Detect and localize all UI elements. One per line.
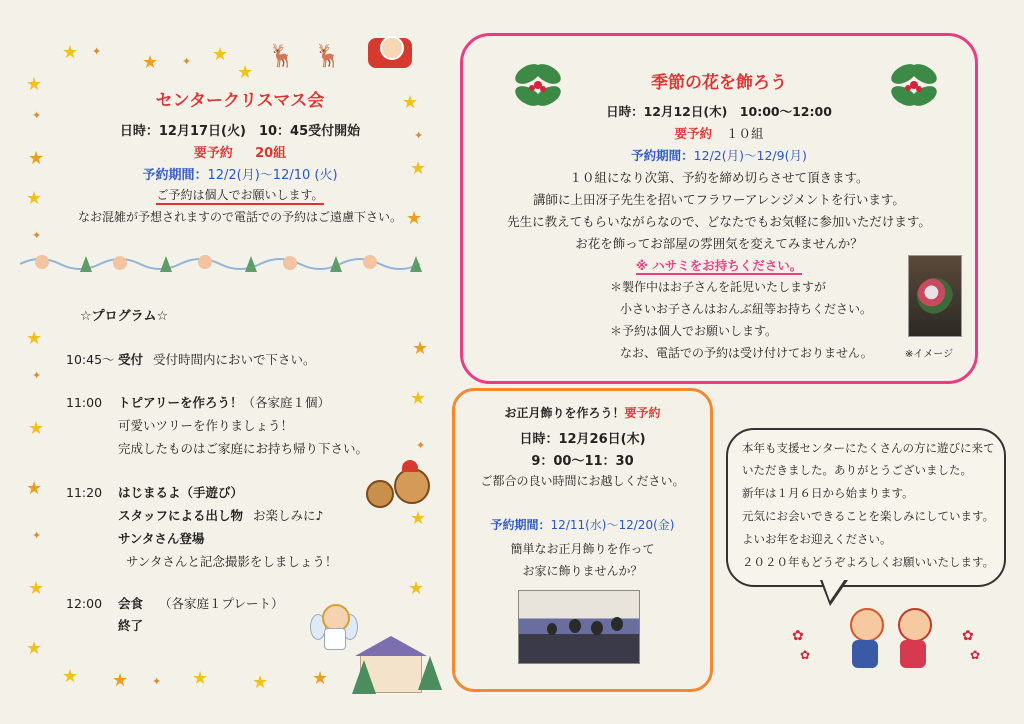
garland-decoration xyxy=(20,252,435,276)
star-icon: ★ xyxy=(312,668,329,689)
star-icon: ★ xyxy=(26,74,43,95)
reservation-label: 要予約 xyxy=(193,146,233,161)
star-icon: ✦ xyxy=(182,55,192,68)
kimono-children-illustration xyxy=(840,600,950,680)
star-icon: ★ xyxy=(408,578,425,599)
flower-arrangement-photo xyxy=(908,255,962,337)
flower-note: ＊製作中はお子さんを託児いたしますが xyxy=(610,280,827,294)
program-item-detail: 可愛いツリーを作りましょう！ xyxy=(118,418,294,433)
program-item-detail: 終了 xyxy=(118,618,144,633)
star-icon: ★ xyxy=(26,328,43,349)
santa-sleigh-illustration: 🦌 🦌 xyxy=(268,36,423,76)
message-line: よいお年をお迎えください。 xyxy=(742,532,892,546)
newyear-period: 予約期間：12/11(水)～12/20(金) xyxy=(490,518,675,532)
flower-description: 講師に上田冴子先生を招いてフラワーアレンジメントを行います。 xyxy=(533,192,905,207)
program-item: 11:00 トピアリーを作ろう！（各家庭１個） xyxy=(66,395,331,410)
christmas-reservation xyxy=(40,142,440,161)
flower-date: 日時：12月12日(木) 10:00～12:00 xyxy=(606,104,832,119)
star-icon: ★ xyxy=(26,478,43,499)
star-icon: ✦ xyxy=(416,439,426,452)
newyear-description: 簡単なお正月飾りを作って xyxy=(510,542,655,556)
flower-note: ＊予約は個人でお願いします。 xyxy=(610,324,778,338)
christmas-note-individual: ご予約は個人でお願いします。 xyxy=(40,186,440,203)
star-icon: ✦ xyxy=(32,369,42,382)
message-line: 新年は１月６日から始まります。 xyxy=(742,486,914,500)
flower-description: お花を飾ってお部屋の雰囲気を変えてみませんか？ xyxy=(575,236,863,251)
plum-blossom-icon: ✿ xyxy=(792,628,804,644)
period-label: 予約期間： xyxy=(142,168,208,183)
newyear-title: お正月飾りを作ろう！要予約 xyxy=(504,406,661,420)
plum-blossom-icon: ✿ xyxy=(970,648,981,662)
newyear-workshop-photo xyxy=(518,590,640,664)
program-item-detail: スタッフによる出し物 お楽しみに♪ xyxy=(118,508,324,523)
period-value: 12/2(月)～12/10 (火) xyxy=(207,168,338,183)
newyear-note: ご都合の良い時間にお越しください。 xyxy=(480,474,685,488)
star-icon: ★ xyxy=(410,508,427,529)
star-icon: ★ xyxy=(28,418,45,439)
program-item: 10:45～ 受付 受付時間内においで下さい。 xyxy=(66,352,316,367)
program-item-detail: サンタさん登場 xyxy=(118,531,205,546)
reindeer-illustration xyxy=(366,468,436,508)
image-caption: ※イメージ xyxy=(905,349,954,360)
star-icon: ★ xyxy=(62,42,79,63)
star-icon: ✦ xyxy=(32,109,42,122)
star-icon: ★ xyxy=(212,44,229,65)
newyear-time: 9：00～11：30 xyxy=(531,454,634,469)
message-line: いただきました。ありがとうございました。 xyxy=(742,463,972,477)
plum-blossom-icon: ✿ xyxy=(800,648,811,662)
flower-scissors-note: ※ ハサミをお持ちください。 xyxy=(635,258,803,273)
star-icon: ★ xyxy=(112,670,129,691)
program-item: 12:00 会食 （各家庭１プレート） xyxy=(66,596,284,611)
christmas-period xyxy=(40,164,440,183)
christmas-note-phone: なお混雑が予想されますので電話での予約はご遠慮下さい。 xyxy=(77,210,402,224)
christmas-date: 日時：12月17日(火) 10：45受付開始 xyxy=(119,124,361,139)
message-line: 本年も支援センターにたくさんの方に遊びに来て xyxy=(742,441,995,455)
flower-description: 先生に教えてもらいながらなので、どなたでもお気軽に参加いただけます。 xyxy=(507,214,931,229)
star-icon: ★ xyxy=(62,666,79,687)
star-icon: ★ xyxy=(142,52,159,73)
flower-note: 小さいお子さんはおんぶ紐等お持ちください。 xyxy=(620,302,873,316)
tree-illustration xyxy=(352,660,376,694)
star-icon: ★ xyxy=(406,208,423,229)
star-icon: ✦ xyxy=(414,129,424,142)
angel-illustration xyxy=(310,600,360,650)
christmas-title: センタークリスマス会 xyxy=(155,91,325,111)
star-icon: ★ xyxy=(26,638,43,659)
star-icon: ★ xyxy=(410,388,427,409)
flower-title: 季節の花を飾ろう xyxy=(651,73,787,93)
program-heading: ☆プログラム☆ xyxy=(80,309,169,324)
flower-reservation: 要予約 １０組 xyxy=(674,126,764,141)
star-icon: ★ xyxy=(192,668,209,689)
star-icon: ★ xyxy=(26,188,43,209)
star-icon: ★ xyxy=(237,62,254,83)
star-icon: ★ xyxy=(28,578,45,599)
star-icon: ★ xyxy=(28,148,45,169)
star-icon: ★ xyxy=(412,338,429,359)
program-item-detail: 完成したものはご家庭にお持ち帰り下さい。 xyxy=(118,441,369,456)
star-icon: ★ xyxy=(402,92,419,113)
flower-note: なお、電話での予約は受け付けておりません。 xyxy=(620,346,873,360)
plum-blossom-icon: ✿ xyxy=(962,628,974,644)
tree-illustration xyxy=(418,656,442,690)
program-item: 11:20 はじまるよ（手遊び） xyxy=(66,485,244,500)
star-icon: ★ xyxy=(410,158,427,179)
newyear-date: 日時：12月26日(木) xyxy=(519,432,646,447)
star-icon: ✦ xyxy=(92,45,102,58)
star-icon: ✦ xyxy=(32,529,42,542)
flower-description: １０組になり次第、予約を締め切らさせて頂きます。 xyxy=(569,170,869,185)
program-item-detail: サンタさんと記念撮影をしましょう！ xyxy=(126,554,338,569)
star-icon: ★ xyxy=(252,672,269,693)
message-line: ２０２０年もどうぞよろしくお願いいたします。 xyxy=(742,555,995,569)
flower-period: 予約期間：12/2(月)～12/9(月) xyxy=(631,148,807,163)
reservation-count: 20組 xyxy=(255,146,287,161)
message-line: 元気にお会いできることを楽しみにしています。 xyxy=(742,509,995,523)
newyear-description: お家に飾りませんか？ xyxy=(522,564,643,578)
star-icon: ✦ xyxy=(152,675,162,688)
star-icon: ✦ xyxy=(32,229,42,242)
